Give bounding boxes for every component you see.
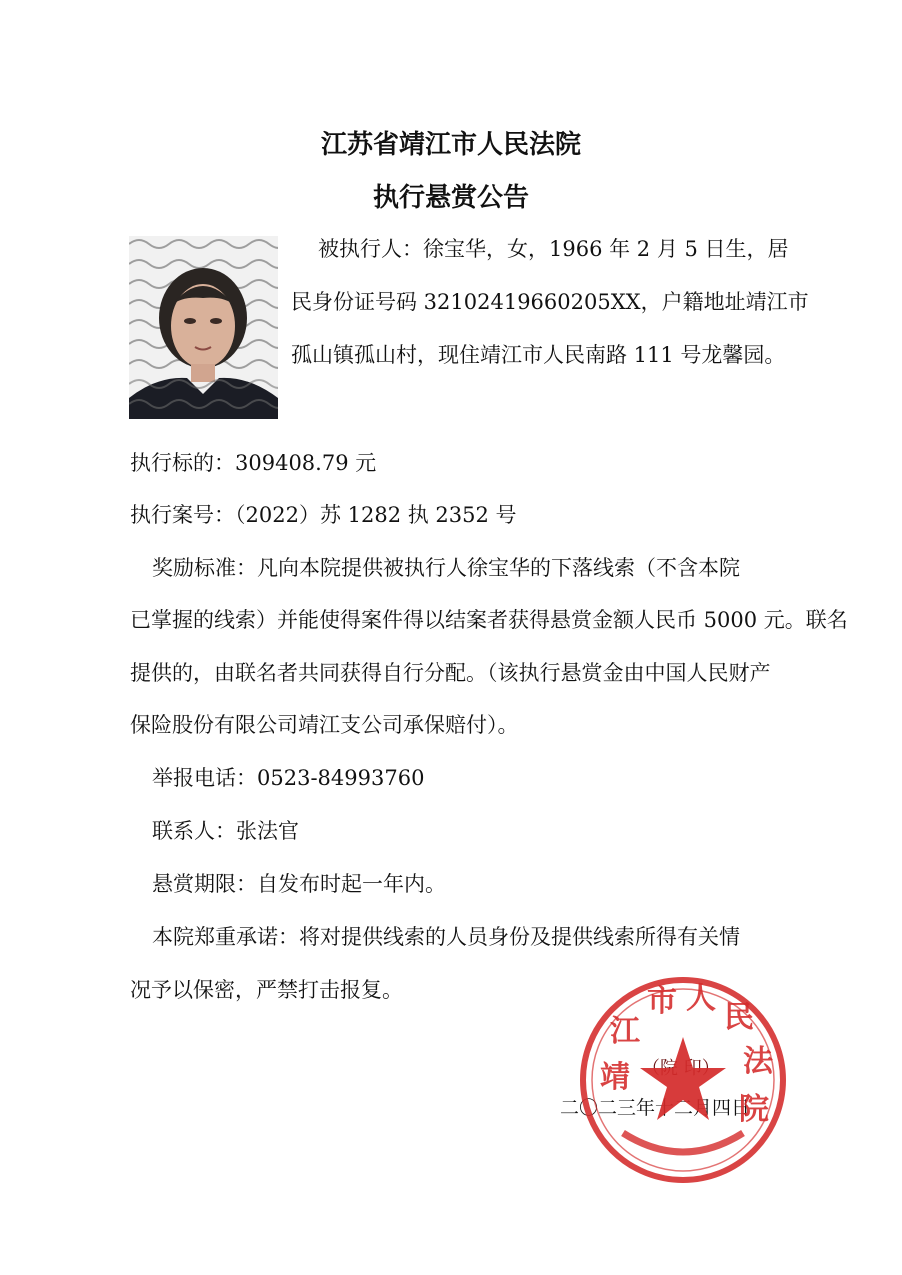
promise-line-1: 本院郑重承诺：将对提供线索的人员身份及提供线索所得有关情 bbox=[152, 925, 740, 949]
reward-line-1: 奖励标准：凡向本院提供被执行人徐宝华的下落线索（不含本院 bbox=[152, 556, 740, 580]
promise-line-2: 况予以保密，严禁打击报复。 bbox=[130, 978, 403, 1002]
case-amount: 执行标的：309408.79 元 bbox=[130, 451, 377, 475]
svg-text:靖: 靖 bbox=[600, 1060, 630, 1095]
notice-title: 执行悬赏公告 bbox=[372, 183, 529, 213]
svg-text:市: 市 bbox=[647, 984, 677, 1019]
subject-photo bbox=[129, 236, 278, 419]
svg-text:法: 法 bbox=[743, 1044, 773, 1079]
contact-person: 联系人：张法官 bbox=[152, 819, 299, 843]
svg-text:院: 院 bbox=[739, 1092, 769, 1127]
svg-text:民: 民 bbox=[724, 1000, 754, 1035]
reward-period: 悬赏期限：自发布时起一年内。 bbox=[152, 872, 446, 896]
reward-line-2: 已掌握的线索）并能使得案件得以结案者获得悬赏金额人民币 5000 元。联名 bbox=[130, 608, 848, 632]
subject-line-2: 民身份证号码 32102419660205XX，户籍地址靖江市 bbox=[291, 290, 809, 314]
report-phone: 举报电话：0523-84993760 bbox=[152, 766, 425, 790]
subject-line-3: 孤山镇孤山村，现住靖江市人民南路 111 号龙馨园。 bbox=[291, 343, 786, 367]
case-number: 执行案号：（2022）苏 1282 执 2352 号 bbox=[130, 503, 517, 527]
svg-text:江: 江 bbox=[610, 1014, 640, 1049]
issue-date: 二〇二三年十二月四日 bbox=[560, 1097, 751, 1119]
reward-line-4: 保险股份有限公司靖江支公司承保赔付）。 bbox=[130, 713, 519, 737]
court-name: 江苏省靖江市人民法院 bbox=[320, 130, 581, 160]
svg-text:人: 人 bbox=[686, 981, 716, 1016]
subject-line-1: 被执行人：徐宝华，女，1966 年 2 月 5 日生，居 bbox=[318, 237, 789, 261]
reward-line-3: 提供的，由联名者共同获得自行分配。（该执行悬赏金由中国人民财产 bbox=[130, 661, 771, 685]
court-seal bbox=[578, 975, 788, 1185]
